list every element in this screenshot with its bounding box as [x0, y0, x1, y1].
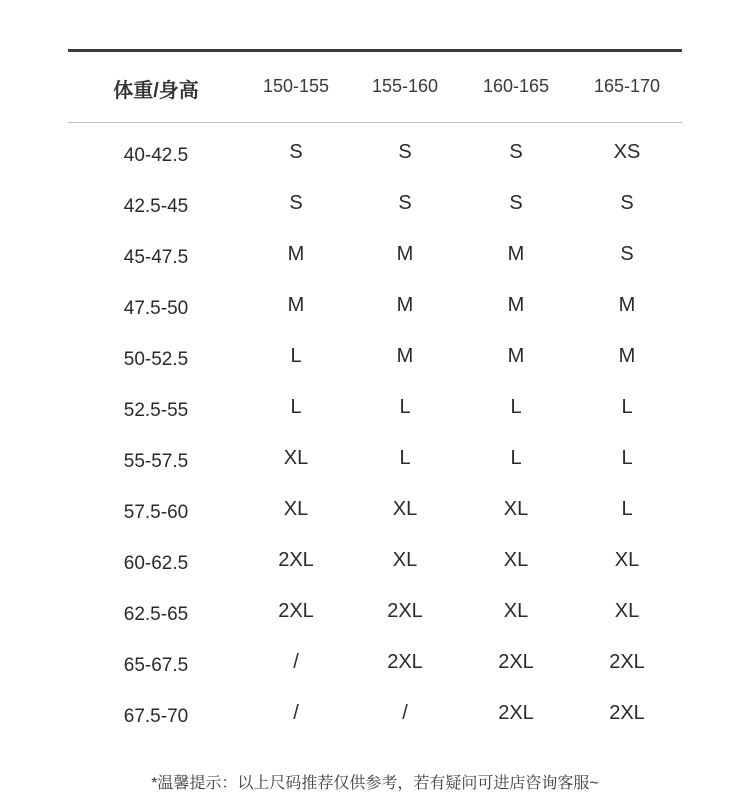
table-body: [68, 123, 682, 735]
size-cell: L: [510, 396, 522, 418]
weight-range-cell: 45-47.5: [123, 247, 189, 268]
weight-range-cell: 42.5-45: [123, 196, 189, 217]
size-cell: 2XL: [278, 600, 314, 622]
size-cell: L: [621, 396, 633, 418]
size-cell: XL: [283, 447, 309, 469]
weight-range-cell: 57.5-60: [123, 502, 189, 523]
size-cell: M: [287, 243, 305, 265]
size-cell: M: [507, 345, 525, 367]
weight-range-cell: 52.5-55: [123, 400, 189, 421]
table-row: [68, 294, 682, 345]
size-cell: 2XL: [609, 702, 645, 724]
height-column-header: 165-170: [593, 76, 661, 96]
height-column-header: 160-165: [482, 76, 550, 96]
size-cell: M: [618, 294, 636, 316]
size-cell: 2XL: [498, 702, 534, 724]
size-cell: M: [396, 345, 414, 367]
size-cell: XL: [503, 549, 529, 571]
size-cell: S: [398, 141, 412, 163]
table-row: [68, 549, 682, 600]
table-row: [68, 243, 682, 294]
table-row: [68, 447, 682, 498]
size-cell: L: [621, 447, 633, 469]
size-cell: L: [621, 498, 633, 520]
size-cell: M: [396, 294, 414, 316]
size-cell: M: [396, 243, 414, 265]
size-cell: XL: [392, 498, 418, 520]
weight-range-cell: 67.5-70: [123, 706, 189, 727]
size-cell: 2XL: [387, 600, 423, 622]
size-cell: XL: [614, 600, 640, 622]
size-cell: L: [399, 447, 411, 469]
table-row: [68, 702, 682, 753]
weight-range-cell: 60-62.5: [123, 553, 189, 574]
size-cell: 2XL: [498, 651, 534, 673]
weight-range-cell: 40-42.5: [123, 145, 189, 166]
table-row: [68, 396, 682, 447]
size-cell: M: [287, 294, 305, 316]
size-cell: XL: [614, 549, 640, 571]
weight-range-cell: 62.5-65: [123, 604, 189, 625]
size-cell: S: [620, 243, 634, 265]
table-row: [68, 600, 682, 651]
size-cell: M: [507, 294, 525, 316]
size-cell: L: [399, 396, 411, 418]
size-cell: 2XL: [278, 549, 314, 571]
size-cell: 2XL: [609, 651, 645, 673]
size-cell: /: [293, 651, 299, 673]
size-cell: S: [289, 141, 303, 163]
size-cell: /: [293, 702, 299, 724]
size-cell: S: [509, 141, 523, 163]
weight-range-cell: 55-57.5: [123, 451, 189, 472]
size-cell: XL: [503, 498, 529, 520]
size-cell: L: [290, 345, 302, 367]
size-cell: M: [507, 243, 525, 265]
table-row: [68, 498, 682, 549]
size-cell: L: [510, 447, 522, 469]
size-cell: XL: [283, 498, 309, 520]
size-cell: /: [402, 702, 408, 724]
size-chart-table: [68, 49, 682, 735]
size-cell: M: [618, 345, 636, 367]
weight-range-cell: 47.5-50: [123, 298, 189, 319]
size-cell: S: [289, 192, 303, 214]
weight-range-cell: 50-52.5: [123, 349, 189, 370]
table-row: [68, 651, 682, 702]
size-cell: S: [620, 192, 634, 214]
size-cell: S: [398, 192, 412, 214]
weight-range-cell: 65-67.5: [123, 655, 189, 676]
corner-label: 体重/身高: [113, 80, 199, 102]
size-cell: L: [290, 396, 302, 418]
table-row: [68, 345, 682, 396]
size-cell: XS: [613, 141, 641, 163]
size-cell: 2XL: [387, 651, 423, 673]
size-cell: XL: [392, 549, 418, 571]
footnote: *温馨提示：以上尺码推荐仅供参考，若有疑问可进店咨询客服~: [151, 775, 599, 792]
table-row: [68, 192, 682, 243]
size-cell: S: [509, 192, 523, 214]
table-header-row: [68, 52, 682, 122]
height-column-header: 155-160: [371, 76, 439, 96]
table-row: [68, 141, 682, 192]
height-column-header: 150-155: [262, 76, 330, 96]
size-cell: XL: [503, 600, 529, 622]
